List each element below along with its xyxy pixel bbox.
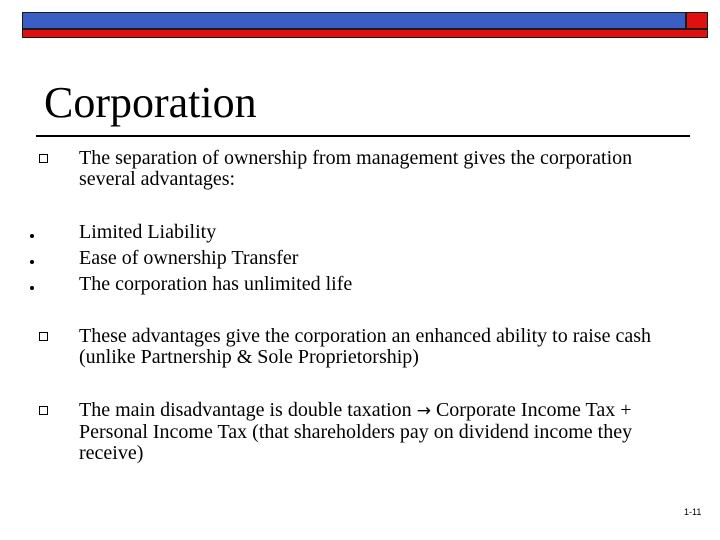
- dot-bullet-icon: [30, 260, 34, 264]
- advantage-item: Limited Liability: [79, 221, 217, 243]
- bullet-advantages-result: These advantages give the corporation an enhanced ability to raise cash (unlike Partnership & Sole Proprietorship): [79, 325, 651, 368]
- title-underline: [36, 135, 690, 137]
- advantage-item: The corporation has unlimited life: [79, 273, 353, 295]
- advantage-item: Ease of ownership Transfer: [79, 247, 299, 269]
- arrow-right-icon: →: [416, 401, 431, 421]
- header-bar-red: [22, 29, 708, 38]
- bullet-intro: The separation of ownership from management gives the corporation several advantages:: [79, 147, 633, 190]
- hollow-square-bullet-icon: [39, 406, 48, 415]
- disadvantage-detail: Corporate Income Tax + Personal Income Tax (that shareholders pay on dividend income they receive): [79, 399, 633, 464]
- disadvantage-text: The main disadvantage is double taxation: [79, 399, 412, 421]
- hollow-square-bullet-icon: [39, 332, 48, 341]
- page-number: 1-11: [684, 507, 702, 517]
- slide-title: Corporation: [44, 78, 257, 127]
- dot-bullet-icon: [30, 286, 34, 290]
- hollow-square-bullet-icon: [39, 154, 48, 163]
- header-bar-blue: [22, 12, 686, 29]
- bullet-disadvantage: [79, 400, 689, 464]
- dot-bullet-icon: [30, 234, 34, 238]
- header-corner-box: [686, 12, 708, 29]
